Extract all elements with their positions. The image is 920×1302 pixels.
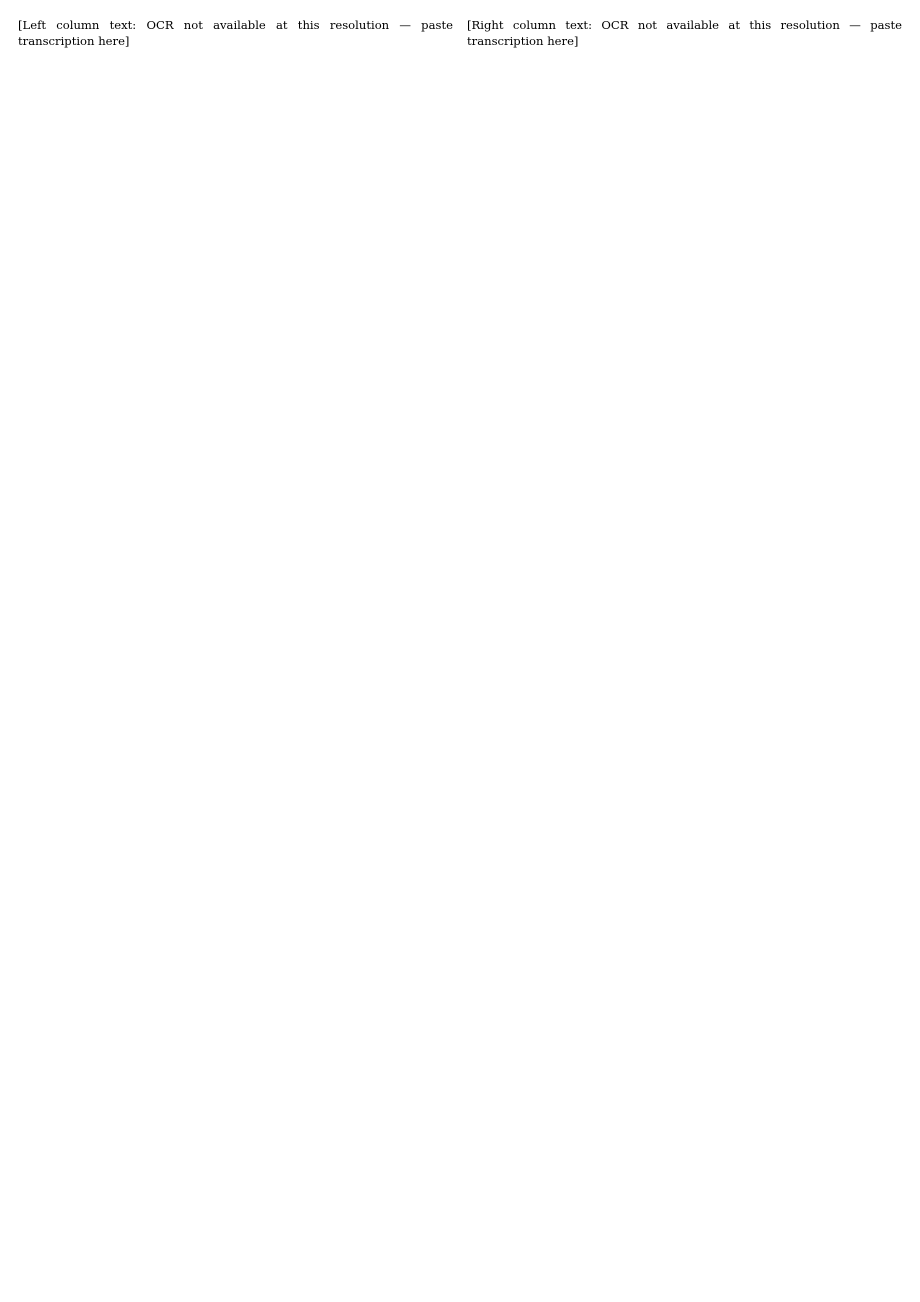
- left-column: [18, 18, 453, 1280]
- left-column-paragraph: [Left column text: OCR not available at this resolution — paste transcription here]: [18, 18, 453, 48]
- right-column: [467, 18, 902, 1280]
- right-column-paragraph: [Right column text: OCR not available at this resolution — paste transcription here]: [467, 18, 902, 48]
- two-column-layout: [18, 18, 902, 1280]
